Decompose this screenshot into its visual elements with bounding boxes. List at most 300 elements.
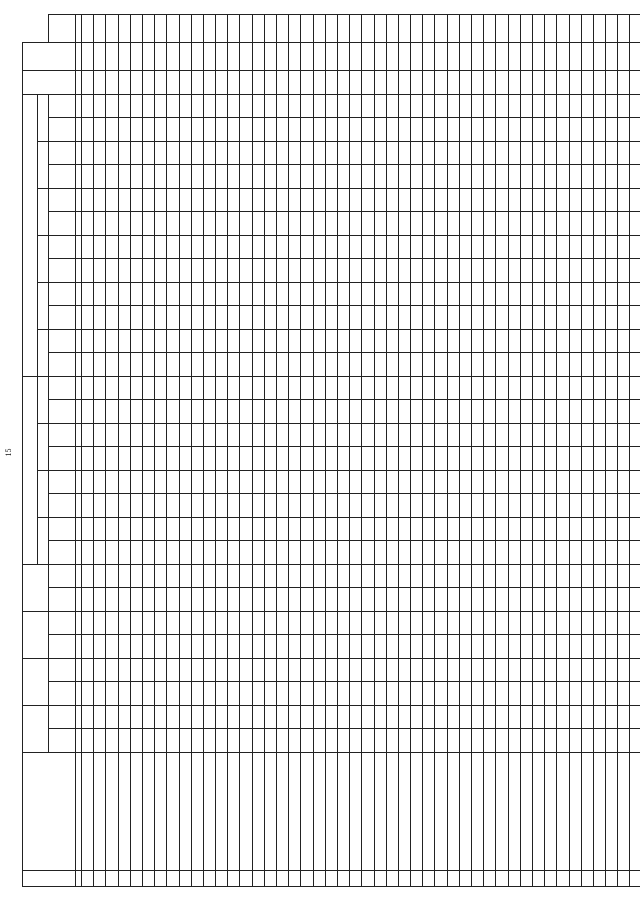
value-cell — [618, 306, 630, 330]
value-cell — [606, 283, 618, 307]
value-cell — [82, 612, 94, 636]
value-cell — [289, 43, 301, 71]
value-cell — [216, 165, 228, 189]
table-row — [179, 15, 191, 887]
value-cell — [277, 588, 289, 612]
value-cell — [301, 400, 313, 424]
value-cell — [606, 494, 618, 518]
value-cell — [289, 306, 301, 330]
value-cell — [94, 306, 106, 330]
value-cell — [557, 306, 569, 330]
address-cell — [362, 753, 374, 871]
value-cell — [435, 236, 447, 260]
value-cell — [142, 447, 154, 471]
value-cell — [618, 189, 630, 213]
value-cell — [301, 729, 313, 753]
value-cell — [155, 588, 167, 612]
value-cell — [216, 306, 228, 330]
value-cell — [435, 259, 447, 283]
value-cell — [630, 212, 640, 236]
value-cell — [581, 400, 593, 424]
value-cell — [179, 15, 191, 43]
value-cell — [435, 518, 447, 542]
value-cell — [386, 71, 398, 95]
value-cell — [240, 165, 252, 189]
value-cell — [179, 236, 191, 260]
value-cell — [350, 612, 362, 636]
value-cell — [350, 635, 362, 659]
value-cell — [581, 588, 593, 612]
header-sub-10 — [38, 95, 49, 142]
value-cell — [203, 424, 215, 448]
value-cell — [593, 283, 605, 307]
value-cell — [203, 729, 215, 753]
value-cell — [264, 400, 276, 424]
value-cell — [106, 43, 118, 71]
value-cell — [545, 283, 557, 307]
value-cell — [167, 353, 179, 377]
value-cell — [386, 682, 398, 706]
value-cell — [155, 682, 167, 706]
value-cell — [618, 236, 630, 260]
value-cell — [277, 518, 289, 542]
value-cell — [264, 447, 276, 471]
value-cell — [337, 729, 349, 753]
row-number-cell — [581, 871, 593, 887]
row-number-cell — [94, 871, 106, 887]
value-cell — [630, 306, 640, 330]
value-cell — [350, 682, 362, 706]
value-cell — [301, 682, 313, 706]
value-cell — [423, 471, 435, 495]
value-cell — [167, 635, 179, 659]
value-cell — [581, 95, 593, 119]
value-cell — [520, 682, 532, 706]
value-cell — [228, 377, 240, 401]
value-cell — [411, 565, 423, 589]
value-cell — [142, 142, 154, 166]
value-cell — [484, 447, 496, 471]
value-cell — [362, 283, 374, 307]
value-cell — [459, 424, 471, 448]
value-cell — [569, 165, 581, 189]
row-number-cell — [398, 871, 410, 887]
value-cell — [459, 95, 471, 119]
value-cell — [545, 565, 557, 589]
value-cell — [362, 165, 374, 189]
value-cell — [155, 118, 167, 142]
value-cell — [423, 494, 435, 518]
value-cell — [155, 236, 167, 260]
value-cell — [337, 353, 349, 377]
value-cell — [581, 306, 593, 330]
value-cell — [228, 236, 240, 260]
value-cell — [508, 682, 520, 706]
value-cell — [240, 635, 252, 659]
value-cell — [191, 189, 203, 213]
value-cell — [167, 682, 179, 706]
value-cell — [569, 565, 581, 589]
value-cell — [459, 471, 471, 495]
value-cell — [593, 565, 605, 589]
value-cell — [484, 612, 496, 636]
value-cell — [130, 518, 142, 542]
value-cell — [630, 682, 640, 706]
value-cell — [252, 43, 264, 71]
value-cell — [411, 447, 423, 471]
table-row — [203, 15, 215, 887]
value-cell — [532, 118, 544, 142]
value-cell — [472, 142, 484, 166]
value-cell — [313, 659, 325, 683]
value-cell — [496, 118, 508, 142]
value-cell — [252, 283, 264, 307]
value-cell — [411, 71, 423, 95]
value-cell — [313, 447, 325, 471]
value-cell — [203, 541, 215, 565]
value-cell — [398, 659, 410, 683]
value-cell — [203, 447, 215, 471]
value-cell — [277, 541, 289, 565]
value-cell — [545, 400, 557, 424]
value-cell — [447, 588, 459, 612]
table-row — [569, 15, 581, 887]
header-group-6 — [23, 95, 38, 377]
value-cell — [252, 236, 264, 260]
value-cell — [520, 729, 532, 753]
value-cell — [313, 541, 325, 565]
value-cell — [264, 659, 276, 683]
value-cell — [545, 353, 557, 377]
value-cell — [155, 71, 167, 95]
value-cell — [277, 212, 289, 236]
value-cell — [593, 118, 605, 142]
value-cell — [350, 15, 362, 43]
value-cell — [606, 612, 618, 636]
value-cell — [557, 212, 569, 236]
value-cell — [203, 118, 215, 142]
header-group-4 — [23, 565, 49, 612]
value-cell — [557, 565, 569, 589]
value-cell — [350, 541, 362, 565]
value-cell — [191, 706, 203, 730]
value-cell — [289, 682, 301, 706]
value-cell — [557, 236, 569, 260]
value-cell — [130, 165, 142, 189]
value-cell — [520, 541, 532, 565]
value-cell — [240, 330, 252, 354]
header-group-1 — [23, 706, 49, 753]
value-cell — [118, 71, 130, 95]
value-cell — [325, 283, 337, 307]
value-cell — [459, 377, 471, 401]
value-cell — [484, 142, 496, 166]
value-cell — [142, 306, 154, 330]
value-cell — [508, 306, 520, 330]
value-cell — [228, 565, 240, 589]
value-cell — [313, 471, 325, 495]
value-cell — [325, 471, 337, 495]
value-cell — [386, 330, 398, 354]
value-cell — [179, 212, 191, 236]
value-cell — [398, 377, 410, 401]
value-cell — [216, 142, 228, 166]
value-cell — [277, 236, 289, 260]
address-cell — [142, 753, 154, 871]
value-cell — [630, 142, 640, 166]
value-cell — [142, 424, 154, 448]
table-header — [23, 15, 82, 887]
value-cell — [374, 306, 386, 330]
value-cell — [447, 612, 459, 636]
value-cell — [508, 95, 520, 119]
value-cell — [179, 71, 191, 95]
value-cell — [167, 142, 179, 166]
table-row — [191, 15, 203, 887]
value-cell — [191, 424, 203, 448]
value-cell — [520, 447, 532, 471]
value-cell — [325, 682, 337, 706]
value-cell — [593, 377, 605, 401]
value-cell — [581, 518, 593, 542]
value-cell — [520, 706, 532, 730]
value-cell — [301, 259, 313, 283]
value-cell — [277, 330, 289, 354]
address-cell — [447, 753, 459, 871]
value-cell — [386, 588, 398, 612]
value-cell — [313, 118, 325, 142]
value-cell — [240, 400, 252, 424]
value-cell — [520, 659, 532, 683]
value-cell — [362, 71, 374, 95]
value-cell — [630, 471, 640, 495]
value-cell — [581, 447, 593, 471]
value-cell — [435, 400, 447, 424]
value-cell — [630, 659, 640, 683]
value-cell — [593, 424, 605, 448]
table-row — [106, 15, 118, 887]
table-row — [94, 15, 106, 887]
value-cell — [618, 729, 630, 753]
value-cell — [362, 424, 374, 448]
row-number-cell — [82, 871, 94, 887]
value-cell — [618, 424, 630, 448]
value-cell — [362, 612, 374, 636]
value-cell — [447, 518, 459, 542]
value-cell — [289, 71, 301, 95]
value-cell — [130, 189, 142, 213]
value-cell — [301, 588, 313, 612]
value-cell — [374, 518, 386, 542]
value-cell — [447, 142, 459, 166]
value-cell — [508, 71, 520, 95]
value-cell — [289, 118, 301, 142]
row-number-cell — [313, 871, 325, 887]
value-cell — [264, 306, 276, 330]
value-cell — [606, 518, 618, 542]
value-cell — [106, 729, 118, 753]
value-cell — [228, 43, 240, 71]
value-cell — [179, 541, 191, 565]
value-cell — [216, 471, 228, 495]
value-cell — [447, 71, 459, 95]
value-cell — [362, 15, 374, 43]
value-cell — [252, 165, 264, 189]
value-cell — [374, 212, 386, 236]
value-cell — [630, 71, 640, 95]
value-cell — [82, 729, 94, 753]
value-cell — [569, 15, 581, 43]
value-cell — [472, 471, 484, 495]
value-cell — [106, 165, 118, 189]
value-cell — [459, 541, 471, 565]
address-cell — [520, 753, 532, 871]
value-cell — [142, 565, 154, 589]
value-cell — [472, 353, 484, 377]
value-cell — [130, 729, 142, 753]
value-cell — [569, 283, 581, 307]
value-cell — [618, 612, 630, 636]
value-cell — [362, 635, 374, 659]
value-cell — [203, 659, 215, 683]
value-cell — [228, 400, 240, 424]
value-cell — [606, 43, 618, 71]
header-leaf-27 — [49, 118, 76, 142]
value-cell — [459, 588, 471, 612]
value-cell — [496, 283, 508, 307]
table-row — [264, 15, 276, 887]
value-cell — [581, 541, 593, 565]
value-cell — [411, 330, 423, 354]
row-number-cell — [557, 871, 569, 887]
value-cell — [350, 518, 362, 542]
value-cell — [484, 306, 496, 330]
value-cell — [411, 424, 423, 448]
value-cell — [325, 424, 337, 448]
value-cell — [118, 729, 130, 753]
value-cell — [496, 142, 508, 166]
value-cell — [386, 635, 398, 659]
value-cell — [191, 447, 203, 471]
value-cell — [447, 706, 459, 730]
value-cell — [606, 565, 618, 589]
value-cell — [130, 43, 142, 71]
value-cell — [484, 659, 496, 683]
value-cell — [362, 236, 374, 260]
value-cell — [94, 189, 106, 213]
value-cell — [142, 330, 154, 354]
value-cell — [155, 212, 167, 236]
value-cell — [118, 494, 130, 518]
row-number-cell — [337, 871, 349, 887]
value-cell — [264, 142, 276, 166]
value-cell — [325, 330, 337, 354]
value-cell — [374, 142, 386, 166]
header-total — [23, 71, 76, 95]
value-cell — [581, 424, 593, 448]
value-cell — [252, 15, 264, 43]
value-cell — [386, 236, 398, 260]
value-cell — [301, 95, 313, 119]
value-cell — [581, 635, 593, 659]
value-cell — [167, 259, 179, 283]
value-cell — [350, 236, 362, 260]
value-cell — [484, 518, 496, 542]
header-leaf-5 — [49, 635, 76, 659]
address-cell — [252, 753, 264, 871]
value-cell — [520, 43, 532, 71]
value-cell — [350, 306, 362, 330]
value-cell — [264, 15, 276, 43]
value-cell — [459, 189, 471, 213]
value-cell — [203, 706, 215, 730]
value-cell — [386, 283, 398, 307]
value-cell — [472, 377, 484, 401]
value-cell — [216, 95, 228, 119]
value-cell — [618, 283, 630, 307]
value-cell — [557, 706, 569, 730]
value-cell — [581, 71, 593, 95]
value-cell — [252, 95, 264, 119]
value-cell — [447, 659, 459, 683]
value-cell — [423, 729, 435, 753]
value-cell — [301, 118, 313, 142]
value-cell — [240, 377, 252, 401]
value-cell — [593, 71, 605, 95]
value-cell — [484, 635, 496, 659]
value-cell — [82, 165, 94, 189]
value-cell — [228, 729, 240, 753]
value-cell — [167, 118, 179, 142]
value-cell — [350, 353, 362, 377]
value-cell — [82, 142, 94, 166]
value-cell — [82, 330, 94, 354]
value-cell — [386, 259, 398, 283]
value-cell — [216, 330, 228, 354]
value-cell — [472, 729, 484, 753]
value-cell — [569, 118, 581, 142]
value-cell — [557, 471, 569, 495]
value-cell — [289, 424, 301, 448]
value-cell — [496, 565, 508, 589]
value-cell — [130, 353, 142, 377]
value-cell — [581, 353, 593, 377]
row-number-cell — [216, 871, 228, 887]
value-cell — [618, 15, 630, 43]
value-cell — [630, 283, 640, 307]
value-cell — [118, 471, 130, 495]
value-cell — [130, 95, 142, 119]
value-cell — [325, 71, 337, 95]
value-cell — [301, 494, 313, 518]
value-cell — [228, 15, 240, 43]
value-cell — [362, 377, 374, 401]
value-cell — [423, 518, 435, 542]
value-cell — [277, 15, 289, 43]
value-cell — [496, 353, 508, 377]
value-cell — [106, 189, 118, 213]
table-row — [386, 15, 398, 887]
value-cell — [313, 283, 325, 307]
value-cell — [435, 659, 447, 683]
value-cell — [508, 142, 520, 166]
value-cell — [179, 682, 191, 706]
value-cell — [240, 283, 252, 307]
value-cell — [472, 306, 484, 330]
header-sub-6 — [38, 283, 49, 330]
value-cell — [142, 706, 154, 730]
value-cell — [545, 494, 557, 518]
